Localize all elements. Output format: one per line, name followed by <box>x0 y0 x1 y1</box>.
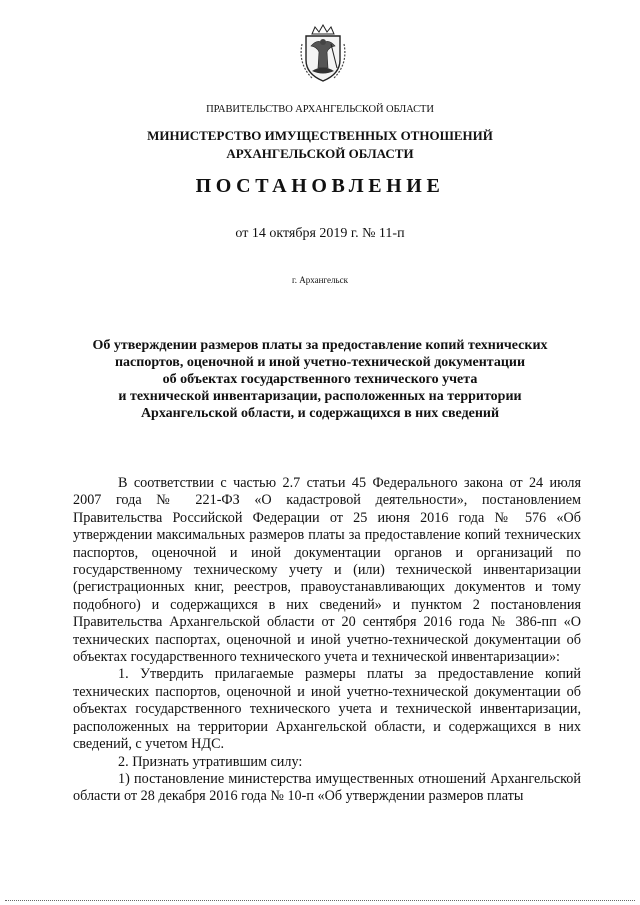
ministry-line-1: МИНИСТЕРСТВО ИМУЩЕСТВЕННЫХ ОТНОШЕНИЙ <box>147 128 493 143</box>
page-bottom-divider <box>5 900 635 901</box>
subject-line: Архангельской области, и содержащихся в них сведений <box>140 406 500 421</box>
document-date-number: от 14 октября 2019 г. № 11-п <box>235 226 405 241</box>
subject-line: и технической инвентаризации, расположенных на территории <box>118 389 522 404</box>
document-body <box>73 475 581 806</box>
subject-line: об объектах государственного технического учета <box>162 372 478 387</box>
subject-line: паспортов, оценочной и иной учетно-технической документации <box>114 355 526 370</box>
document-type-title: ПОСТАНОВЛЕНИЕ <box>195 175 445 197</box>
subject-line: Об утверждении размеров платы за предоставление копий технических <box>92 338 548 353</box>
body-paragraph-item-1: 1. Утвердить прилагаемые размеры платы за предоставление копий технических паспортов, оценочной и иной учетно-технической документации об объектах государственного технического учета и технической инвентаризации, расположенных на территории Архангельской области, и содержащихся в них сведений, с учетом НДС. <box>73 666 581 753</box>
body-paragraph-subitem-1: 1) постановление министерства имущественных отношений Архангельской области от 28 декабря 2016 года № 10-п «Об утверждении размеров платы <box>73 770 581 805</box>
document-city: г. Архангельск <box>292 275 348 285</box>
document-subject <box>60 337 580 422</box>
ministry-name <box>0 127 640 163</box>
government-name: ПРАВИТЕЛЬСТВО АРХАНГЕЛЬСКОЙ ОБЛАСТИ <box>206 104 434 115</box>
body-paragraph-item-2: 2. Признать утратившим силу: <box>118 753 303 770</box>
coat-of-arms-icon <box>298 24 348 84</box>
body-paragraph-preamble: В соответствии с частью 2.7 статьи 45 Федерального закона от 24 июля 2007 года № 221-ФЗ «О кадастровой деятельности», постановлением Правительства Российской Федерации от 25 июня 2016 года № 576 «Об утверждении максимальных размеров платы за предоставление копий технических паспортов, оценочной и иной документации органов и организаций по государственному техническому учету и (или) технической инвентаризации (регистрационных книг, реестров, правоустанавливающих документов и тому подобного) и содержащихся в них сведений» и пунктом 2 постановления Правительства Архангельской области от 20 сентября 2016 года № 386-пп «О технических паспортах, оценочной и иной учетно-технической документации об объектах государственного технического учета и технической инвентаризации»: <box>73 475 581 666</box>
ministry-line-2: АРХАНГЕЛЬСКОЙ ОБЛАСТИ <box>226 146 414 161</box>
